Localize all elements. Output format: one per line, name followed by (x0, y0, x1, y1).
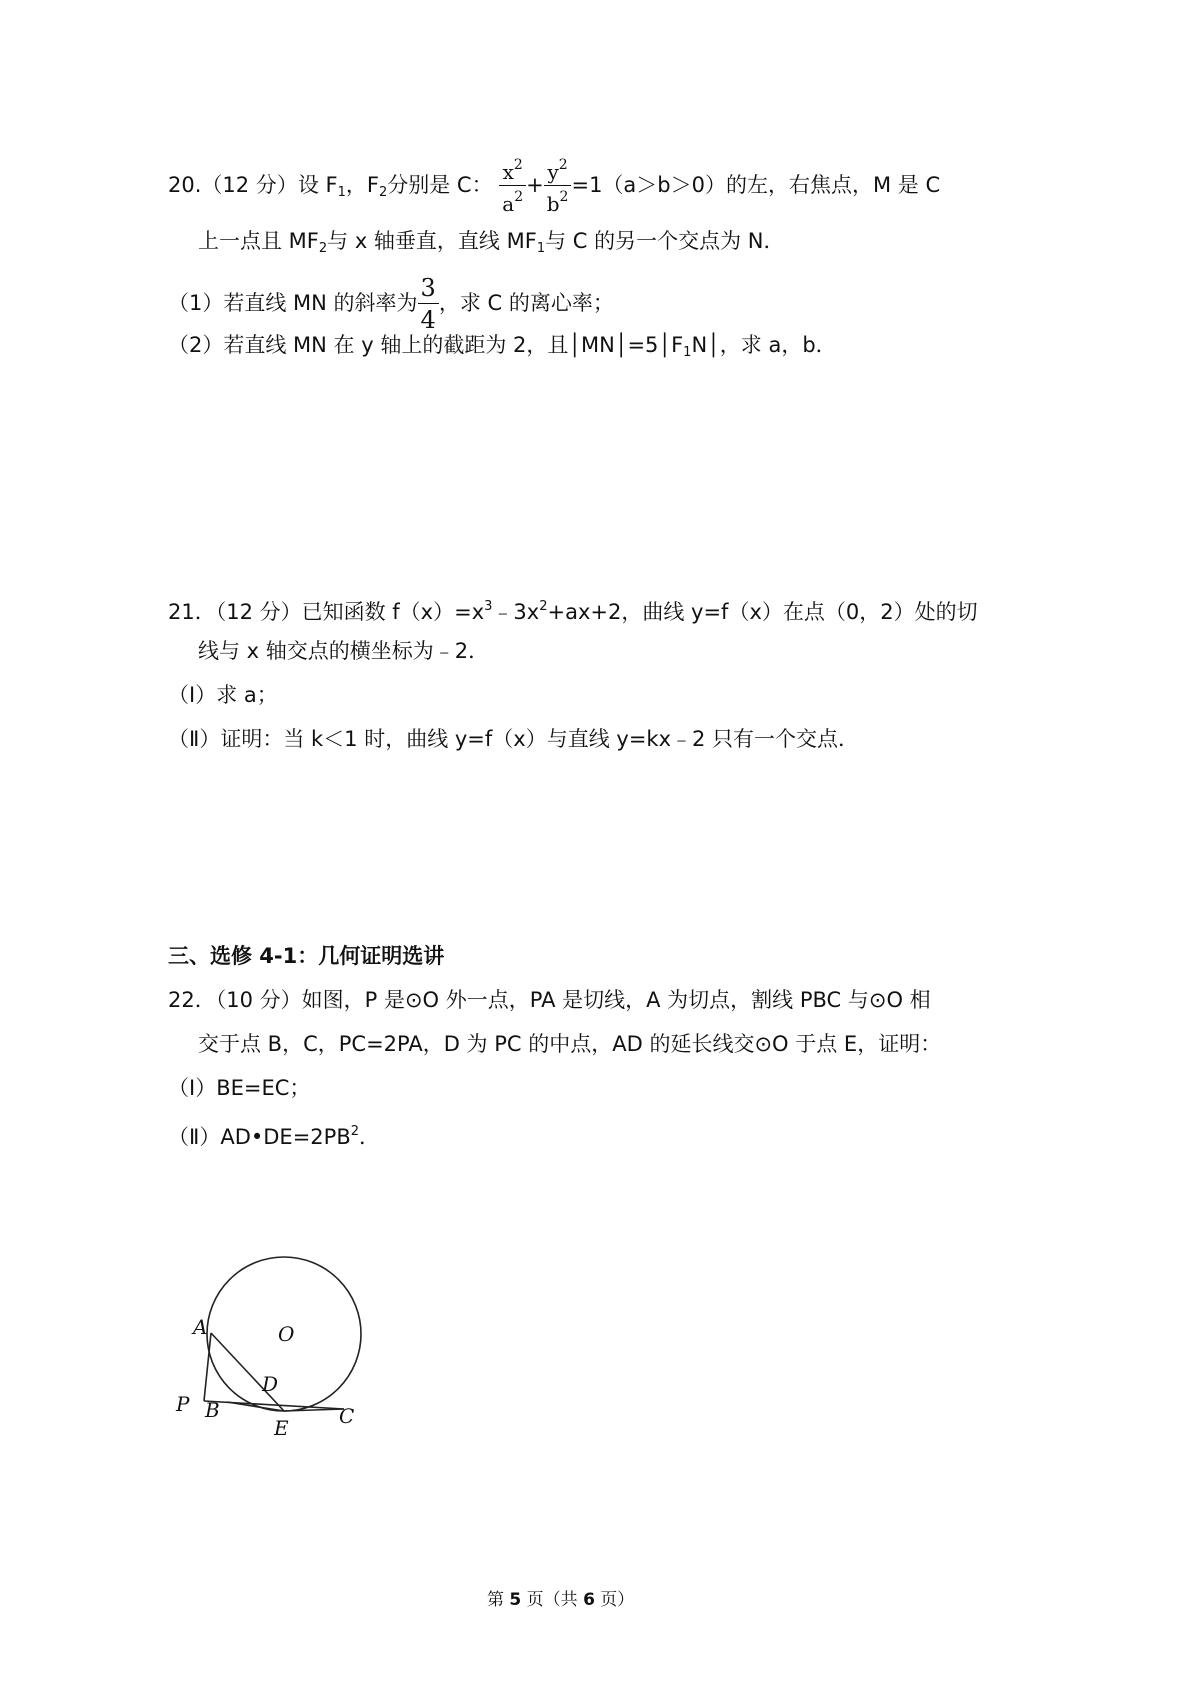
q20-part-2: （2）若直线 MN 在 y 轴上的截距为 2，且$│MN│=5│F_1N│$，求 a，b． (168, 333, 837, 360)
secant-pbc (204, 1401, 344, 1409)
label-o: O (278, 1322, 295, 1346)
q21-line-2: 线与 x 轴交点的横坐标为﹣2． (198, 639, 490, 663)
label-b: B (205, 1398, 220, 1422)
label-p: P (176, 1392, 190, 1416)
fraction-y2-b2: $\frac{y^2}{b^2}$ (544, 158, 572, 214)
q21-part-1: （Ⅰ）求 a； (168, 683, 278, 707)
geometry-figure (176, 1255, 400, 1440)
q21-line-1: 21．（12 分）已知函数 $f(x)=x^3﹣3x^2+ax+2$，曲线 y=f（x）在点（0，2）处的切 (168, 599, 978, 624)
q22-part-1: （Ⅰ）BE=EC； (168, 1076, 311, 1100)
q20-line-2: 上一点且 $MF_2$与 x 轴垂直，直线 $MF_1$与 C 的另一个交点为 N． (198, 229, 785, 256)
q20-part-1: （1）若直线 MN 的斜率为 $\frac{3}{4}$ ，求 C 的离心率； (168, 274, 614, 334)
label-d: D (262, 1372, 279, 1396)
label-c: C (339, 1404, 355, 1428)
q20-number: 20. (168, 173, 202, 197)
label-a: A (193, 1315, 208, 1339)
chord-ce (284, 1409, 344, 1411)
section-heading: 三、选修 4-1：几何证明选讲 (168, 944, 445, 968)
q20-score: （12 分） (201, 173, 298, 197)
fraction-3-4: $\frac{3}{4}$ (418, 276, 439, 332)
q21-part-2: （Ⅱ）证明：当 k＜1 时，曲线 y=f（x）与直线 y=kx﹣2 只有一个交点． (168, 727, 860, 751)
q22-line-1: 22．（10 分）如图，P 是⊙O 外一点，PA 是切线，A 为切点，割线 PBC 与⊙O 相 (168, 988, 931, 1012)
label-e: E (274, 1416, 289, 1440)
fraction-x2-a2: $\frac{x^2}{a^2}$ (499, 158, 526, 214)
page-footer: 第 5 页（共 6 页） (487, 1590, 635, 1610)
q22-part-2: $(Ⅱ)AD•DE=2PB^2$． (168, 1124, 381, 1149)
q22-line-2: 交于点 B，C，PC=2PA，D 为 PC 的中点，AD 的延长线交⊙O 于点 E，证明： (198, 1032, 942, 1056)
q20-line-1: 20.（12 分）设 $F_1$，$F_2$分别是 C： $\frac{x^2}{a^2}$ + $\frac{y^2}{b^2}$ =1（a＞b＞0）的左，右焦点，M 是 C (168, 157, 941, 216)
